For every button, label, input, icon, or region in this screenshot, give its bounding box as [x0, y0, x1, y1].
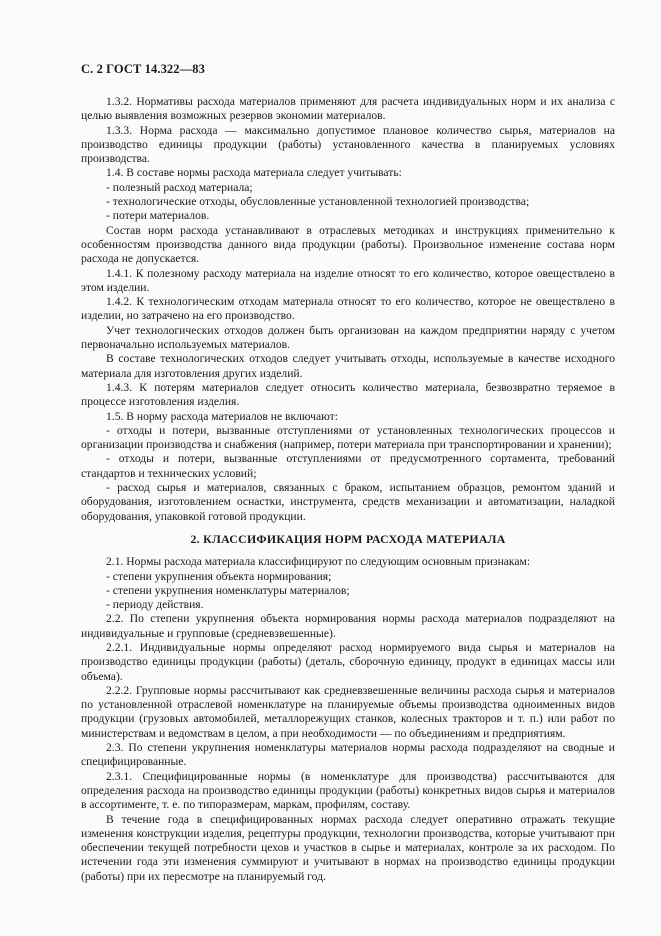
paragraph-2-1: 2.1. Нормы расхода материала классифицируют по следующим основным признакам: — [106, 555, 531, 569]
paragraph: В течение года в специфицированных нормах расхода следует оперативно отражать текущие изменения конструкции изделия, рецептуры продукции, технологии производства, которые учитывают при обеспечении текущей потребности цехов и участков в сырье и материалах, контроле за их расходом. По истечении года эти изменения суммируют и учитывают в нормах на производство единицы продукции (работы) при их пересмотре на планируемый год. — [81, 812, 615, 883]
paragraph-1-3-3: 1.3.3. Норма расхода — максимально допустимое плановое количество сырья, материалов на производство единицы продукции (работы) установленного качества в планируемых условиях производства. — [81, 123, 615, 166]
paragraph-1-4-2: 1.4.2. К технологическим отходам материала относят то его количество, которое не овеществлено в изделии, но затрачено на его производство. — [81, 295, 615, 323]
list-item: - технологические отходы, обусловленные установленной технологией производства; — [106, 195, 530, 209]
section-heading: 2. КЛАССИФИКАЦИЯ НОРМ РАСХОДА МАТЕРИАЛА — [190, 531, 506, 546]
paragraph-1-3-2: 1.3.2. Нормативы расхода материалов применяют для расчета индивидуальных норм и их анализа с целью выявления возможных резервов экономии материалов. — [81, 95, 615, 123]
paragraph-2-2-1: 2.2.1. Индивидуальные нормы определяют расход нормируемого вида сырья и материалов на производство единицы продукции (работы) (деталь, сборочную единицу, продукт в единицах массы или объема). — [81, 640, 615, 683]
paragraph-1-5: 1.5. В норму расхода материалов не включают: — [106, 409, 338, 423]
list-item: - степени укрупнения объекта нормирования; — [106, 569, 332, 583]
paragraph-2-2-2: 2.2.2. Групповые нормы рассчитывают как средневзвешенные величины расхода сырья и материалов по установленной отраслевой номенклатуре на планируемые объемы производства одноименных видов продукции (грузовых автомобилей, металлорежущих станков, колесных тракторов и т. п.) или работ по министерствам и ведомствам в целом, а при необходимости — по объединениям и предприятиям. — [81, 683, 615, 740]
list-item: - периоду действия. — [106, 598, 204, 612]
list-item: - потери материалов. — [106, 209, 210, 223]
paragraph-1-4-1: 1.4.1. К полезному расходу материала на изделие относят то его количество, которое овеществлено в этом изделии. — [81, 266, 615, 294]
paragraph-1-4: 1.4. В составе нормы расхода материала следует учитывать: — [106, 166, 402, 180]
list-item: - степени укрупнения номенклатуры материалов; — [106, 583, 350, 597]
list-item: - расход сырья и материалов, связанных с браком, испытанием образцов, ремонтом зданий и оборудования, изготовлением оснастки, инструмента, средств механизации и автоматизации, наладкой оборудования, упаковкой готовой продукции. — [81, 481, 615, 523]
list-item: - полезный расход материала; — [106, 180, 253, 194]
paragraph-1-4-3: 1.4.3. К потерям материалов следует относить количество материала, безвозвратно теряемое в процессе изготовления изделия. — [81, 380, 615, 409]
paragraph: Состав норм расхода устанавливают в отраслевых методиках и инструкциях применительно к особенностям производства данного вида продукции (работы). Произвольное изменение состава норм расхода не допускается. — [81, 223, 615, 266]
paragraph-2-2: 2.2. По степени укрупнения объекта нормирования нормы расхода материалов подразделяют на индивидуальные и групповые (средневзвешенные). — [81, 612, 615, 640]
paragraph: В составе технологических отходов следует учитывать отходы, используемые в качестве исходного материала для изготовления других изделий. — [81, 352, 615, 380]
page-header: С. 2 ГОСТ 14.322—83 — [81, 62, 205, 76]
list-item: - отходы и потери, вызванные отступлениями от установленных технологических процессов и организации производства и снабжения (например, потери материала при транспортировании и хранении); — [81, 423, 615, 452]
paragraph-2-3: 2.3. По степени укрупнения номенклатуры материалов нормы расхода подразделяют на сводные и специфицированные. — [81, 741, 615, 769]
paragraph: Учет технологических отходов должен быть организован на каждом предприятии наряду с учетом первоначально используемых материалов. — [81, 323, 615, 352]
document-body — [81, 95, 615, 884]
list-item: - отходы и потери, вызванные отступлениями от предусмотренного сортамента, требований стандартов и технических условий; — [81, 452, 615, 480]
paragraph-2-3-1: 2.3.1. Специфицированные нормы (в номенклатуре для производства) рассчитываются для определения расхода на производство единицы продукции (работы) конкретных видов сырья и материалов в ассортименте, т. е. по типоразмерам, маркам, профилям, составу. — [81, 769, 615, 812]
